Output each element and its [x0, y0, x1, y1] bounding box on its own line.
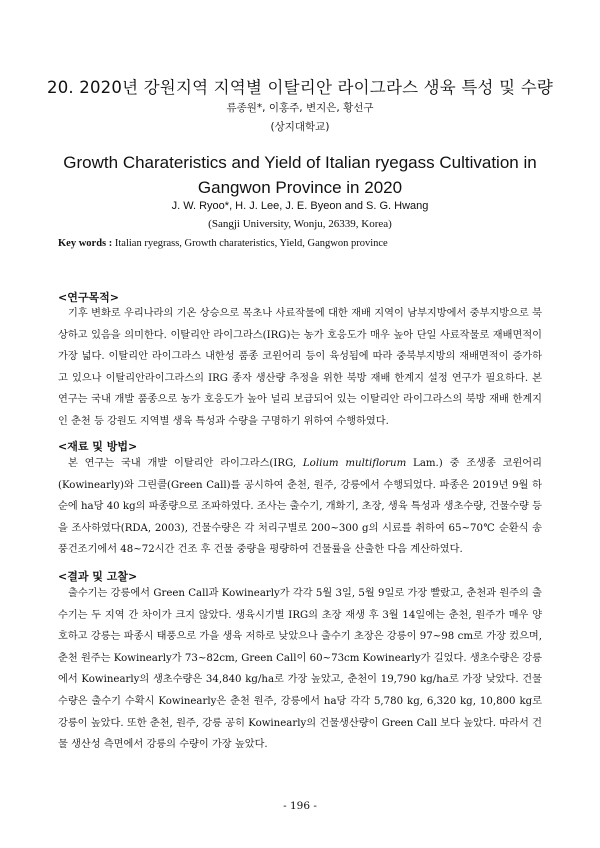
objective-body: 기후 변화로 우리나라의 기온 상승으로 목초나 사료작물에 대한 재배 지역이 남부지방에서 중부지방으로 북상하고 있음을 의미한다. 이탈리안 라이그라스(IRG)는 농가 호응도가 매우 높아 단일 사료작물로 재배면적이 가장 넓다. 이탈리안 라이그라스 내한성 품종 코윈어리 등이 육성됨에 따라 중북부지방의 재배면적이 증가하고 있으나 이탈리안라이그라스의 IRG 종자 생산량 추정을 위한 북방 재배 한계지 설정 연구가 필요하다. 본 연구는 국내 개발 품종으로 농가 호응도가 높아 널리 보급되어 있는 이탈리안 라이그라스의 북방 재배 한계지인 춘천 등 강원도 지역별 생육 특성과 수량을 구명하기 위하여 수행하였다. [58, 308, 542, 427]
methods-species-name: Lolium multiflorum [302, 458, 407, 469]
methods-heading: <재료 및 방법> [58, 440, 138, 453]
keywords-line [58, 238, 548, 249]
methods-body-part2: Lam.) 중 조생종 코윈어리(Kowinearly)와 그린콜(Green Call)를 공시하여 춘천, 원주, 강릉에서 수행되었다. 파종은 2019년 9월 하순에 ha당 40 kg의 파종량으로 조파하였다. 조사는 출수기, 개화기, 초장, 생육 특성과 생초수량, 건물수량 등을 조사하였다(RDA, 2003), 건물수량은 각 처리구별로 200~300 g의 시료를 취하여 65~70℃ 순환식 송풍건조기에서 48~72시간 건조 후 건물 중량을 평량하여 건물률을 산출한 다음 계산하였다. [58, 458, 542, 556]
results-body: 출수기는 강릉에서 Green Call과 Kowinearly가 각각 5월 3일, 5월 9일로 가장 빨랐고, 춘천과 원주의 출수기는 두 지역 간 차이가 크지 않았다. 생육시기별 IRG의 초장 재생 후 3월 14일에는 춘천, 원주가 매우 양호하고 강릉는 파종시 태풍으로 가을 생육 저하로 낮았으나 출수기 초장은 강릉이 97~98 cm로 가장 컸으며, 춘천 원주는 Kowinearly가 73~82cm, Green Call이 60~73cm Kowinearly가 길었다. 생초수량은 강릉에서 Kowinearly의 생초수량은 34,840 kg/ha로 가장 높았고, 춘천이 19,790 kg/ha로 가장 낮았다. 건물수량은 출수기 수확시 Kowinearly은 춘천 원주, 강릉에서 ha당 각각 5,780 kg, 6,320 kg, 10,800 kg로 강릉이 높았다. 또한 춘천, 원주, 강릉 공히 Kowinearly의 건물생산량이 Green Call 보다 높았다. 따라서 건물 생산성 측면에서 강릉의 수량이 가장 높았다. [58, 588, 542, 751]
korean-title: 20. 2020년 강원지역 지역별 이탈리안 라이그라스 생육 특성 및 수량 [47, 78, 553, 97]
keywords-text: Italian ryegrass, Growth charateristics, Yield, Gangwon province [112, 238, 388, 249]
english-title: Growth Charateristics and Yield of Italian ryegass Cultivation in Gangwon Province in 2020 [63, 153, 537, 197]
results-heading: <결과 및 고찰> [58, 570, 138, 583]
english-authors: J. W. Ryoo*, H. J. Lee, J. E. Byeon and S. G. Hwang [171, 200, 429, 212]
methods-body-part1: 본 연구는 국내 개발 이탈리안 라이그라스(IRG, [68, 458, 303, 469]
korean-affiliation: (상지대학교) [270, 121, 330, 133]
korean-authors: 류종원*, 이홍주, 변지은, 황선구 [226, 102, 374, 114]
page-number: - 196 - [283, 800, 317, 812]
objective-heading: <연구목적> [58, 291, 119, 304]
methods-body [58, 453, 542, 561]
english-affiliation: (Sangji University, Wonju, 26339, Korea) [208, 218, 392, 230]
keywords-label: Key words : [58, 238, 113, 249]
